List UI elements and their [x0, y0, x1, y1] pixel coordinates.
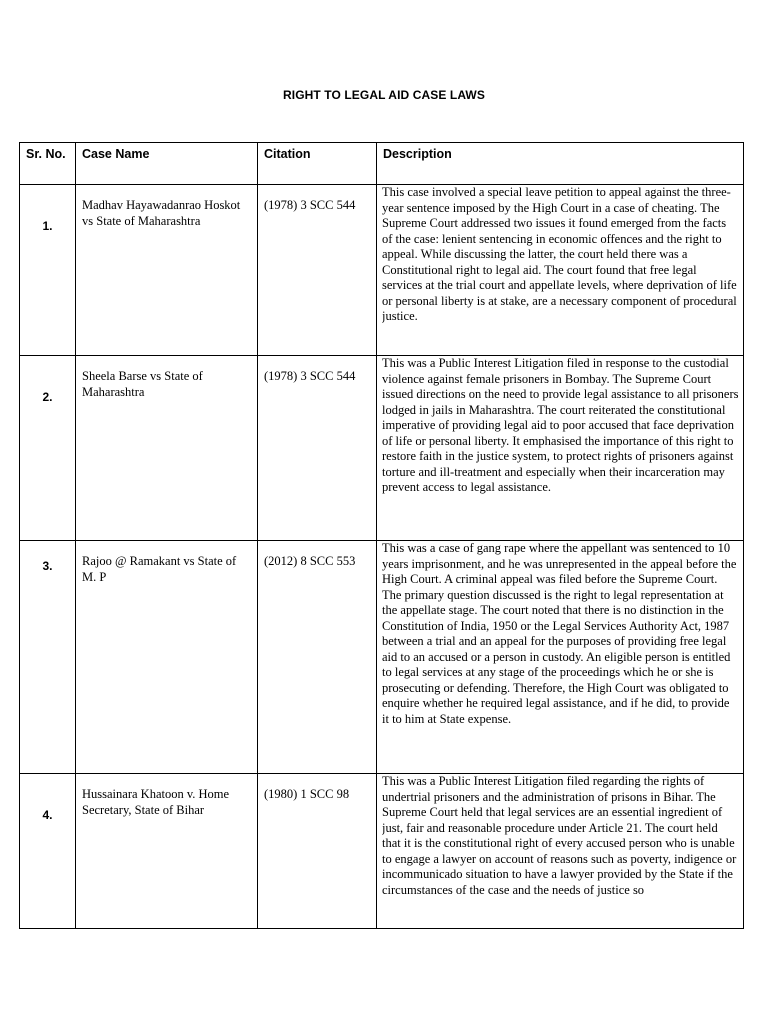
row-description — [377, 774, 744, 929]
row-sr-number: 3. — [42, 559, 53, 573]
document-title: RIGHT TO LEGAL AID CASE LAWS — [283, 88, 485, 102]
header-description: Description — [377, 143, 744, 185]
row-citation: (1978) 3 SCC 544 — [258, 356, 377, 541]
row-sr-cell — [20, 356, 76, 541]
row-citation: (2012) 8 SCC 553 — [258, 541, 377, 774]
row-description — [377, 356, 744, 541]
row-description — [377, 541, 744, 774]
row-sr-cell — [20, 185, 76, 356]
table-header-row — [20, 143, 744, 185]
table-row — [20, 774, 744, 929]
row-case-name: Hussainara Khatoon v. Home Secretary, State of Bihar — [76, 774, 258, 929]
header-sr-no: Sr. No. — [20, 143, 76, 185]
row-sr-cell — [20, 541, 76, 774]
table-row — [20, 541, 744, 774]
row-case-name: Madhav Hayawadanrao Hoskot vs State of Maharashtra — [76, 185, 258, 356]
row-description-text: This case involved a special leave petition to appeal against the three-year sentence imposed by the High Court in a case of cheating. The Supreme Court addressed two issues it found emerged from the facts of the case: lenient sentencing in economic offences and the right to appeal. While discussing the latter, the court held there was a Constitutional right to legal aid. The court found that free legal services at the trial court and appellate levels, where deprivation of life or personal liberty is at stake, are a necessary component of procedural justice. — [382, 185, 737, 323]
row-description-text: This was a case of gang rape where the appellant was sentenced to 10 years imprisonment, and he was unrepresented in the appeal before the High Court. A criminal appeal was filed before the Supreme Court. The primary question discussed is the right to legal representation at the appellate stage. The court noted that there is no distinction in the Constitution of India, 1950 or the Legal Services Authority Act, 1987 between a trial and an appeal for the purposes of providing free legal aid to an accused or a person in custody. An eligible person is entitled to legal services at any stage of the proceedings which he or she is prosecuting or defending. Therefore, the High Court was obligated to enquire whether he required legal assistance, and if he did, to provide it to him at State expense. — [382, 541, 737, 726]
header-citation: Citation — [258, 143, 377, 185]
row-citation: (1978) 3 SCC 544 — [258, 185, 377, 356]
row-case-name: Sheela Barse vs State of Maharashtra — [76, 356, 258, 541]
case-laws-table — [19, 142, 744, 929]
table-row — [20, 356, 744, 541]
row-description — [377, 185, 744, 356]
row-description-text: This was a Public Interest Litigation filed regarding the rights of undertrial prisoners and the administration of prisons in Bihar. The Supreme Court held that legal services are an essential ingredient of just, fair and reasonable procedure under Article 21. The court held that it is the constitutional right of every accused person who is unable to engage a lawyer on account of reasons such as poverty, indigence or incommunicado situation to have a lawyer provided by the State if the circumstances of the case and the needs of justice so — [382, 774, 737, 897]
table-row — [20, 185, 744, 356]
row-case-name: Rajoo @ Ramakant vs State of M. P — [76, 541, 258, 774]
header-case-name: Case Name — [76, 143, 258, 185]
row-sr-number: 2. — [42, 390, 53, 404]
row-sr-number: 4. — [42, 808, 53, 822]
row-description-text: This was a Public Interest Litigation filed in response to the custodial violence against female prisoners in Bombay. The Supreme Court issued directions on the need to provide legal assistance to all prisoners lodged in jails in Maharashtra. The court reiterated the constitutional imperative of providing legal aid to poor accused that face deprivation of life or personal liberty. It emphasised the importance of this right to restore faith in the justice system, to protect rights of prisoners against torture and ill-treatment and especially when their incarceration may prevent access to legal assistance. — [382, 356, 739, 494]
row-citation: (1980) 1 SCC 98 — [258, 774, 377, 929]
row-sr-number: 1. — [42, 219, 53, 233]
row-sr-cell — [20, 774, 76, 929]
